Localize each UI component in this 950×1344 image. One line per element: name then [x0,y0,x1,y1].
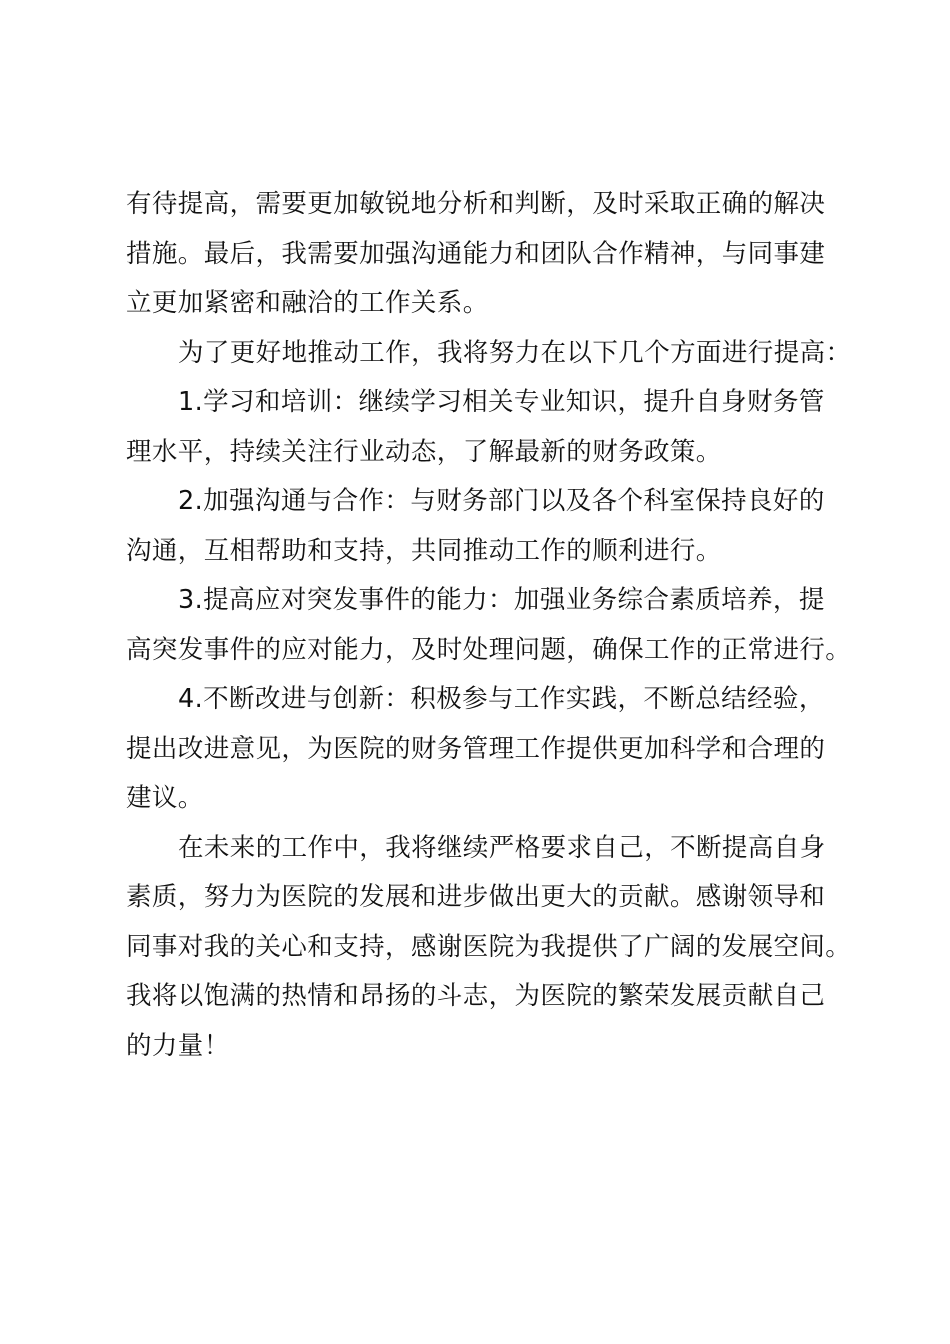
list-item-3 [126,576,852,675]
paragraph-continuation [126,180,838,329]
text-line: 的力量！ [126,1030,230,1061]
list-item-2 [126,477,838,576]
paragraph-closing [126,824,852,1072]
text-line: 措施。最后，我需要加强沟通能力和团队合作精神，与同事建 [126,238,826,269]
text-line: 建议。 [126,783,204,813]
document-body [126,180,852,1071]
paragraph-intro [126,329,852,379]
text-line: 高突发事件的应对能力，及时处理问题，确保工作的正常进行。 [126,634,852,665]
text-line: 为了更好地推动工作，我将努力在以下几个方面进行提高： [178,337,852,368]
text-line: 我将以饱满的热情和昂扬的斗志，为医院的繁荣发展贡献自己 [126,981,826,1011]
text-line: 在未来的工作中，我将继续严格要求自己，不断提高自身 [178,832,826,863]
text-line: 提出改进意见，为医院的财务管理工作提供更加科学和合理的 [126,733,826,764]
text-line: 3.提高应对突发事件的能力：加强业务综合素质培养，提 [178,585,825,615]
text-line: 素质，努力为医院的发展和进步做出更大的贡献。感谢领导和 [126,882,826,912]
text-line: 有待提高，需要更加敏锐地分析和判断，及时采取正确的解决 [126,189,826,219]
text-line: 同事对我的关心和支持，感谢医院为我提供了广阔的发展空间。 [126,931,852,962]
text-line: 沟通，互相帮助和支持，共同推动工作的顺利进行。 [126,535,722,566]
list-item-1 [126,378,838,477]
text-line: 4.不断改进与创新：积极参与工作实践，不断总结经验， [178,684,825,714]
list-item-4 [126,675,838,824]
text-line: 2.加强沟通与合作：与财务部门以及各个科室保持良好的 [178,486,825,516]
text-line: 立更加紧密和融洽的工作关系。 [126,288,489,318]
text-line: 理水平，持续关注行业动态，了解最新的财务政策。 [126,436,722,467]
text-line: 1.学习和培训：继续学习相关专业知识，提升自身财务管 [178,387,825,417]
